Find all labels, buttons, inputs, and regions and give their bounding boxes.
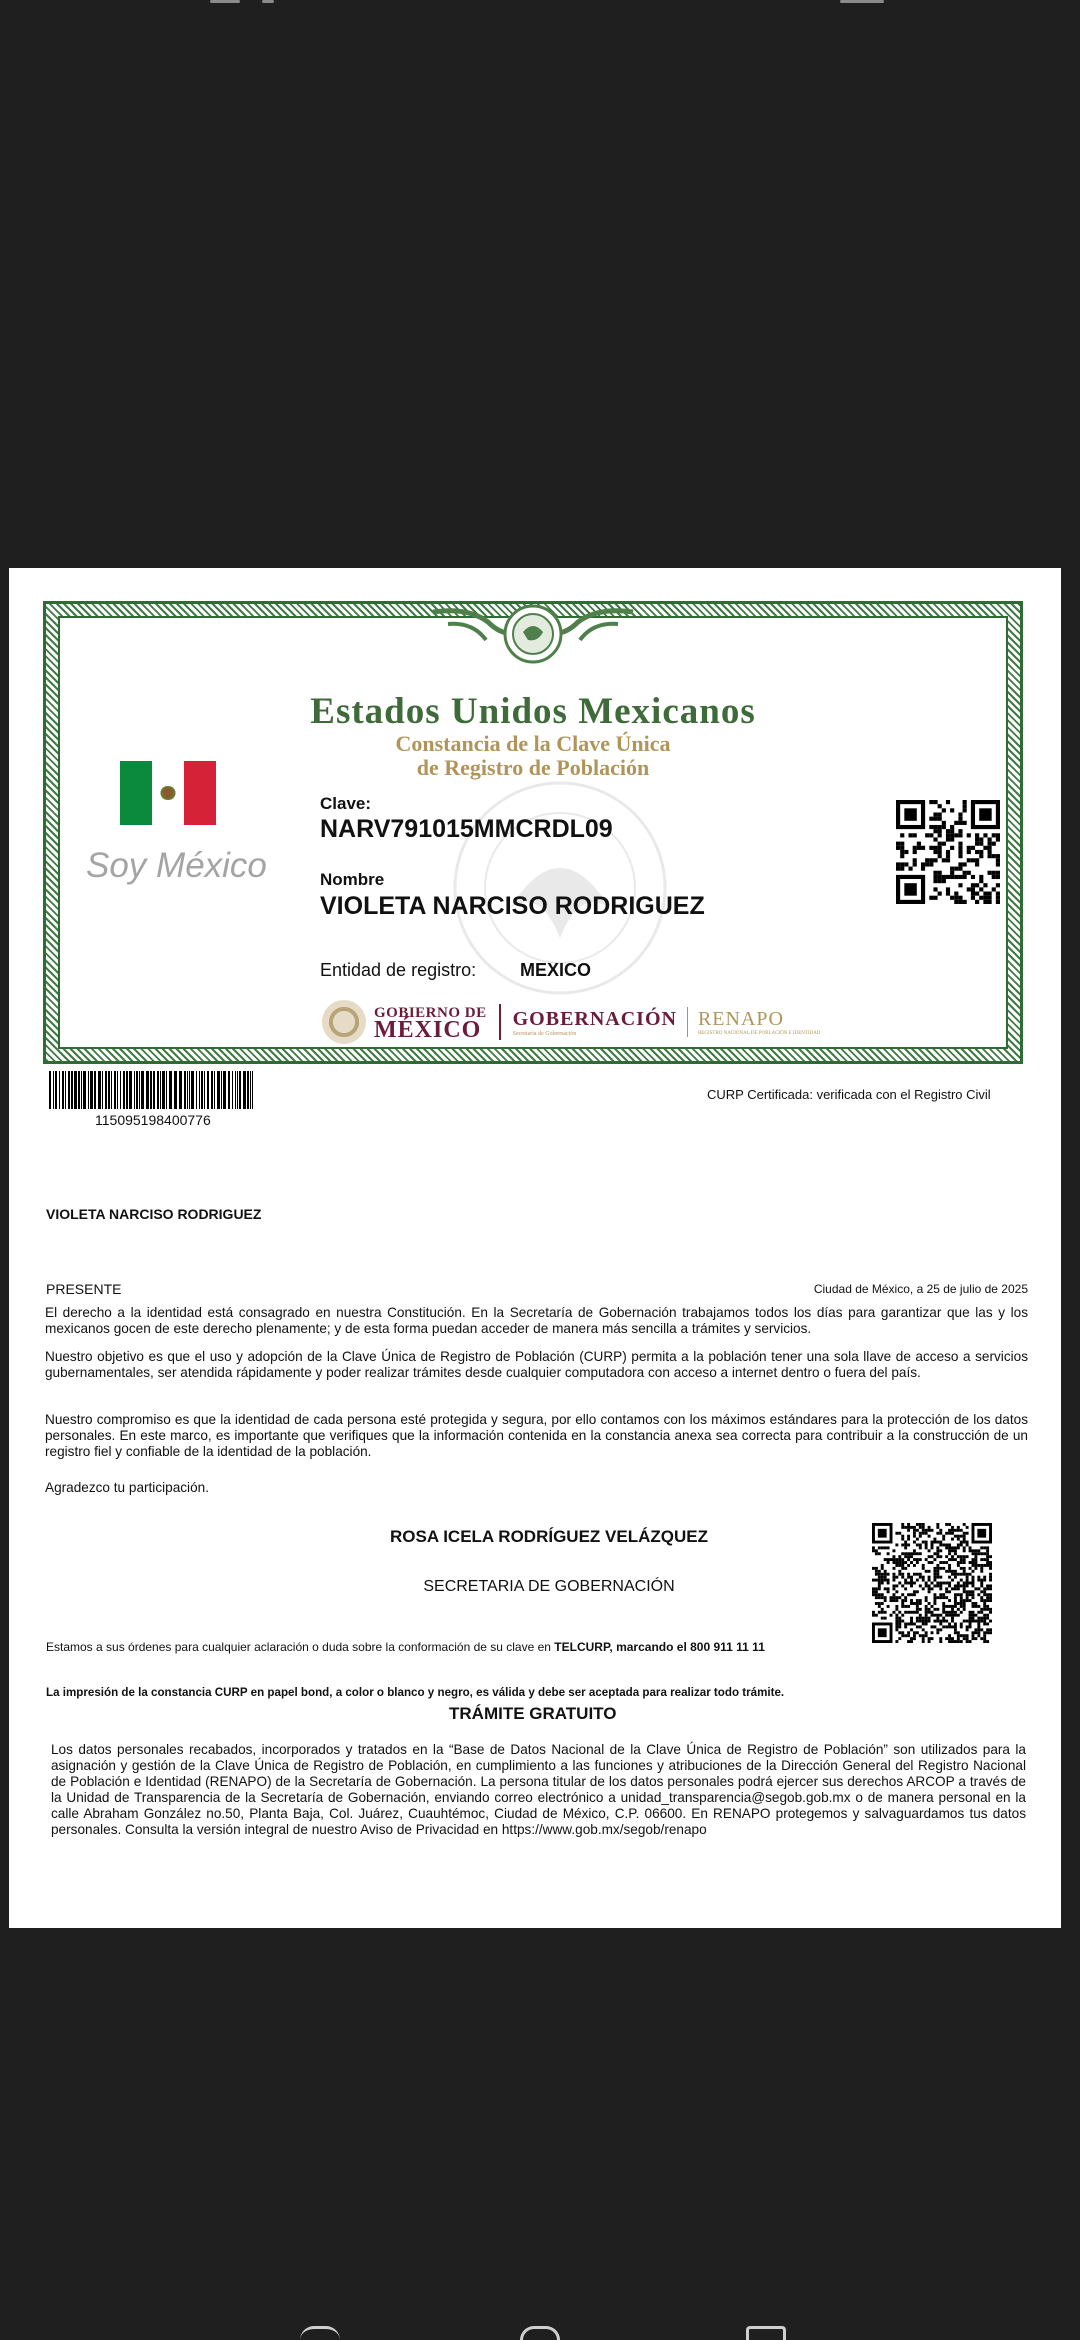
- contact-text: Estamos a sus órdenes para cualquier aclaración o duda sobre la conformación de su clave en: [46, 1640, 555, 1654]
- signer-title: SECRETARIA DE GOBERNACIÓN: [423, 1578, 675, 1595]
- entidad-label: Entidad de registro:: [320, 960, 477, 980]
- print-validity-note: La impresión de la constancia CURP en papel bond, a color o blanco y negro, es válida y debe ser aceptada para realizar todo trámite.: [46, 1686, 785, 1699]
- curp-certified-note: CURP Certificada: verificada con el Registro Civil: [707, 1087, 991, 1102]
- back-nav-icon[interactable]: [300, 2326, 340, 2340]
- renapo-subtext: REGISTRO NACIONAL DE POBLACIÓN E IDENTIDAD: [697, 1030, 821, 1036]
- subtitle-line-2: de Registro de Población: [416, 755, 650, 780]
- mexico-flag-icon: [120, 761, 216, 825]
- letter-paragraph-3: Nuestro compromiso es que la identidad de cada persona esté protegida y segura, por ello contamos con los máximos estándares para la protección de los datos personales. En este marco, es importante que verifiques que la información contenida en la constancia anexa sea correcta para contribuir a la construcción de un registro fiel y confiable de la identidad de la población.: [45, 1412, 1028, 1459]
- logo-divider: [499, 1004, 501, 1040]
- letter-paragraph-1: El derecho a la identidad está consagrado en nuestra Constitución. En la Secretaría de Gobernación trabajamos todos los días para garantizar que las y los mexicanos gocen de este derecho plenamente; y de esta forma puedan acceder de manera más sencilla a trámites y servicios.: [45, 1305, 1028, 1336]
- contact-phone: TELCURP, marcando el 800 911 11 11: [554, 1640, 765, 1654]
- curp-certificate-card: [43, 601, 1023, 1064]
- contact-note: [46, 1640, 765, 1654]
- nombre-value: VIOLETA NARCISO RODRIGUEZ: [320, 892, 705, 920]
- navigation-bar: [0, 2318, 1080, 2340]
- nombre-label: Nombre: [320, 870, 385, 889]
- letter-closing: Agradezco tu participación.: [45, 1480, 209, 1495]
- gobierno-logo: [374, 1005, 487, 1043]
- status-bar: [0, 0, 1080, 14]
- gobierno-seal-icon: [322, 1000, 366, 1044]
- signer-name: ROSA ICELA RODRÍGUEZ VELÁZQUEZ: [390, 1527, 708, 1546]
- renapo-logo: [698, 1008, 820, 1037]
- soy-mexico-label: Soy México: [86, 846, 267, 885]
- crest-ornament-icon: [428, 602, 638, 672]
- government-logos: [322, 998, 820, 1046]
- letter-date: Ciudad de México, a 25 de julio de 2025: [813, 1282, 1028, 1296]
- status-icon: [262, 0, 274, 3]
- barcode-icon: [49, 1071, 253, 1109]
- document-page[interactable]: [9, 568, 1061, 1928]
- certificate-title: Estados Unidos Mexicanos: [310, 691, 756, 732]
- letter-paragraph-2: Nuestro objetivo es que el uso y adopción de la Clave Única de Registro de Población (CURP) permita a la población tener una sola llave de acceso a servicios gubernamentales, ser atendida rápidamente y poder realizar trámites desde cualquier computadora con acceso a internet dentro o fuera del país.: [45, 1349, 1028, 1380]
- gobierno-line-1: GOBIERNO DE: [374, 1005, 487, 1021]
- qr-code-icon: [872, 1523, 992, 1643]
- subtitle-line-1: Constancia de la Clave Única: [395, 731, 671, 756]
- certificate-inner: [58, 616, 1008, 1049]
- barcode-number: 115095198400776: [95, 1112, 211, 1128]
- clave-value: NARV791015MMCRDL09: [320, 815, 613, 843]
- home-nav-icon[interactable]: [520, 2326, 560, 2340]
- recipient-name: VIOLETA NARCISO RODRIGUEZ: [46, 1206, 262, 1222]
- entidad-value: MEXICO: [520, 960, 592, 980]
- status-icon: [210, 0, 240, 3]
- gobierno-line-2: MÉXICO: [374, 1017, 482, 1043]
- recents-nav-icon[interactable]: [746, 2326, 786, 2340]
- gobernacion-text: GOBERNACIÓN: [512, 1007, 677, 1030]
- gobernacion-subtext: Secretaría de Gobernación: [512, 1030, 577, 1037]
- qr-code-icon: [896, 800, 1000, 904]
- logo-divider: [687, 1007, 688, 1037]
- presente-label: PRESENTE: [46, 1281, 122, 1297]
- clave-label: Clave:: [320, 794, 372, 813]
- renapo-text: RENAPO: [697, 1007, 784, 1030]
- gobernacion-logo: [513, 1008, 677, 1037]
- battery-icon: [840, 0, 884, 3]
- free-procedure-label: TRÁMITE GRATUITO: [449, 1704, 617, 1723]
- privacy-notice: Los datos personales recabados, incorporados y tratados en la “Base de Datos Nacional de la Clave Única de Registro de Población” son utilizados para la asignación y gestión de la Clave Única de Registro de Población, en cumplimiento a las funciones y atribuciones de la Dirección General del Registro Nacional de Población e Identidad (RENAPO) de la Secretaría de Gobernación. La persona titular de los datos personales podrá ejercer sus derechos ARCOP a través de la Unidad de Transparencia de la Secretaría de Gobernación, enviando correo electrónico a unidad_transparencia@segob.gob.mx o de manera personal en la calle Abraham González no.50, Planta Baja, Col. Juárez, Cuauhtémoc, Ciudad de México, C.P. 06600. En RENAPO protegemos y salvaguardamos tus datos personales. Consulta la versión integral de nuestro Aviso de Privacidad en https://www.gob.mx/segob/renapo: [51, 1742, 1026, 1837]
